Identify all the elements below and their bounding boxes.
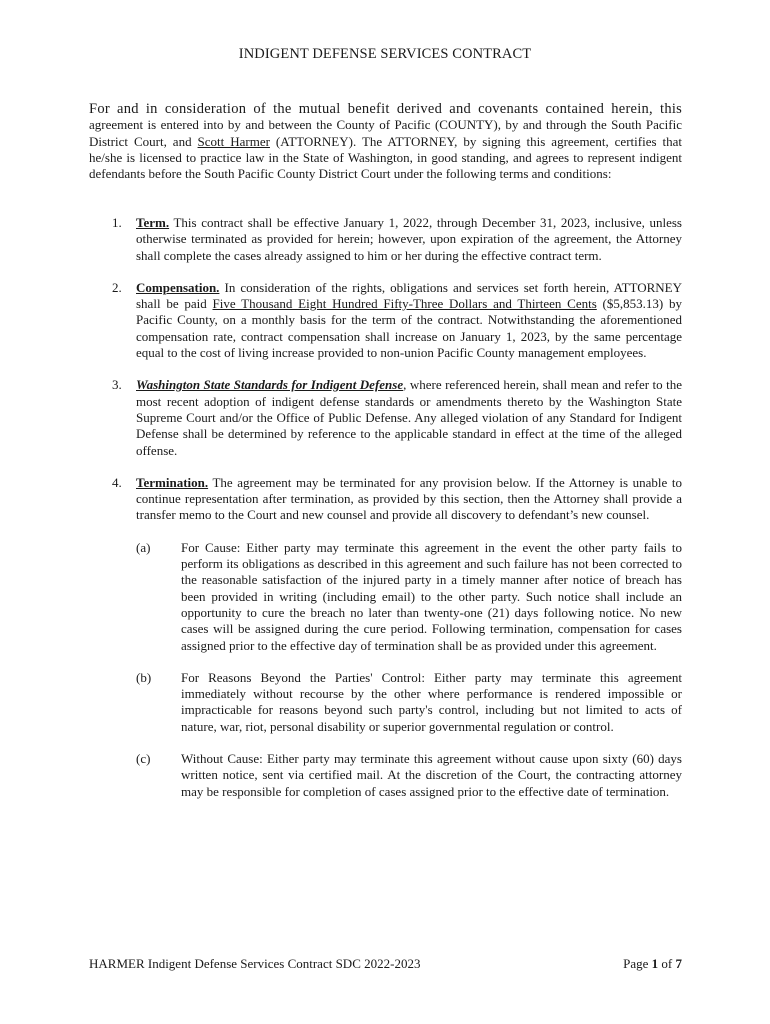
section-number: 1. [112, 215, 122, 230]
subsection-text: Without Cause: Either party may terminate this agreement without cause upon sixty (60) days written notice, sent via certified mail. At the discretion of the Court, the contracting attorney may be responsible for completion of cases assigned prior to the effective date of termination. [181, 751, 682, 799]
compensation-amount: Five Thousand Eight Hundred Fifty-Three Dollars and Thirteen Cents [212, 296, 597, 312]
document-title: INDIGENT DEFENSE SERVICES CONTRACT [238, 46, 532, 62]
page-total: 7 [675, 956, 682, 971]
section-number: 2. [112, 279, 122, 295]
section-text: , where referenced herein, shall mean and refer to the most recent adoption of indigent defense standards or amendments thereto by the Washington State Supreme Court and/or the Office of Public Defense. Any alleged violation of any Standard for Indigent Defense shall be determined by reference to the applicable standard in effect at the time of the alleged offense. [136, 377, 682, 458]
section-text: The agreement may be terminated for any provision below. If the Attorney is unable to continue representation after termination, as provided by this section, then the Attorney shall provide a transfer memo to the Court and new counsel and provide all discovery to defendant’s new counsel. [136, 474, 682, 523]
subsection-letter: (b) [136, 669, 152, 685]
intro-lead: For and in consideration of the mutual benefit derived and covenants contained herein, this [89, 101, 682, 117]
subsection-letter: (c) [136, 751, 151, 767]
section-heading: Washington State Standards for Indigent Defense [136, 377, 404, 393]
intro-paragraph [89, 101, 682, 182]
intro-text-part1: agreement is entered into by and between the County of Pacific (COUNTY), by and through the South Pacific District Court, and [89, 117, 682, 149]
subsection-letter: (a) [136, 539, 151, 555]
contract-sections [89, 215, 682, 816]
page-current: 1 [651, 956, 659, 971]
section-term [89, 215, 682, 264]
page-number [623, 956, 682, 972]
attorney-name: Scott Harmer [197, 133, 270, 149]
section-number: 4. [112, 474, 122, 490]
section-text: This contract shall be effective January 1, 2022, through December 31, 2023, inclusive, unless otherwise terminated as provided for herein; however, upon expiration of the agreement, the Attorney shall complete the cases already assigned to him or her during the effective contract term. [136, 215, 682, 263]
subsection-text: For Reasons Beyond the Parties' Control: Either party may terminate this agreement immediately without recourse by the other where performance is rendered impossible or impracticable for reasons beyond such party's control, including but not limited to acts of nature, war, riot, personal disability or superior governmental regulation or control. [181, 669, 682, 734]
section-number: 3. [112, 377, 122, 393]
section-heading: Termination. [136, 474, 209, 490]
section-termination [89, 475, 682, 524]
footer-document-name: HARMER Indigent Defense Services Contract SDC 2022-2023 [89, 956, 421, 971]
subsection-beyond-control [89, 670, 682, 735]
page-prefix: Page [623, 956, 652, 971]
section-compensation [89, 280, 682, 361]
subsection-without-cause [89, 751, 682, 800]
subsection-text: For Cause: Either party may terminate this agreement in the event the other party fails to perform its obligations as described in this agreement and such failure has not been corrected to the reasonable satisfaction of the injured party in a timely manner after notice of breach has been provided in writing (including email) to the other party. Such notice shall include an opportunity to cure the breach no later than twenty-one (21) days following notice. No new cases will be assigned during the cure period. Following termination, compensation for cases assigned prior to the effective day of termination shall be as provided under this agreement. [181, 539, 682, 653]
section-text-a: In consideration of the rights, obligations and services set forth herein, ATTORNEY shall be paid [136, 279, 682, 312]
page-of: of [658, 956, 676, 971]
section-heading: Compensation. [136, 279, 220, 295]
subsection-for-cause [89, 540, 682, 654]
intro-text-part2: (ATTORNEY). The ATTORNEY, by signing this agreement, certifies that he/she is licensed to practice law in the State of Washington, in good standing, and agrees to represent indigent defendants before the South Pacific County District Court under the following terms and conditions: [89, 133, 682, 182]
section-text-b: ($5,853.13) by Pacific County, on a monthly basis for the term of the contract. Notwithstanding the aforementioned compensation rate, contract compensation shall increase on January 1, 2023, by the same percentage equal to the cost of living increase provided to non-union Pacific County management employees. [136, 296, 682, 361]
section-standards [89, 377, 682, 458]
section-heading: Term. [136, 215, 170, 230]
